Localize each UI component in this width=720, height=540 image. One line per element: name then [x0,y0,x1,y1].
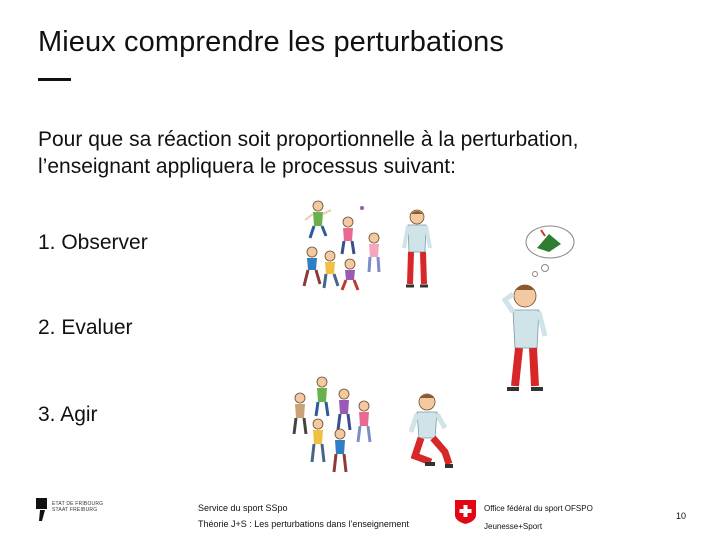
footer-service-info [198,500,409,532]
federal-office-info [484,501,593,535]
service-line: Service du sport SSpo [198,503,288,513]
title-rule [38,78,71,81]
swiss-flag-icon [455,500,476,524]
page-title: Mieux comprendre les perturbations [38,26,505,58]
step-evaluer: 2. Evaluer [38,316,133,339]
step-agir: 3. Agir [38,403,98,426]
teacher-thinking-illustration [495,224,577,394]
fribourg-logo [36,498,104,527]
program-name: Jeunesse+Sport [484,522,543,531]
step-observer: 1. Observer [38,231,148,254]
children-playing-illustration [298,194,390,292]
teacher-kneeling-illustration [405,392,455,472]
theory-line: Théorie J+S : Les perturbations dans l’enseignement [198,519,409,529]
fribourg-emblem-icon [36,498,48,522]
teacher-observing-illustration [400,208,434,290]
federal-office-name: Office fédéral du sport OFSPO [484,504,593,513]
intro-text: Pour que sa réaction soit proportionnelle à la perturbation, l’enseignant appliquera le processus suivant: [38,128,579,178]
children-group-illustration [288,376,380,476]
page-number: 10 [676,511,687,521]
fribourg-org-name: ETAT DE FRIBOURG STAAT FREIBURG [52,501,104,513]
